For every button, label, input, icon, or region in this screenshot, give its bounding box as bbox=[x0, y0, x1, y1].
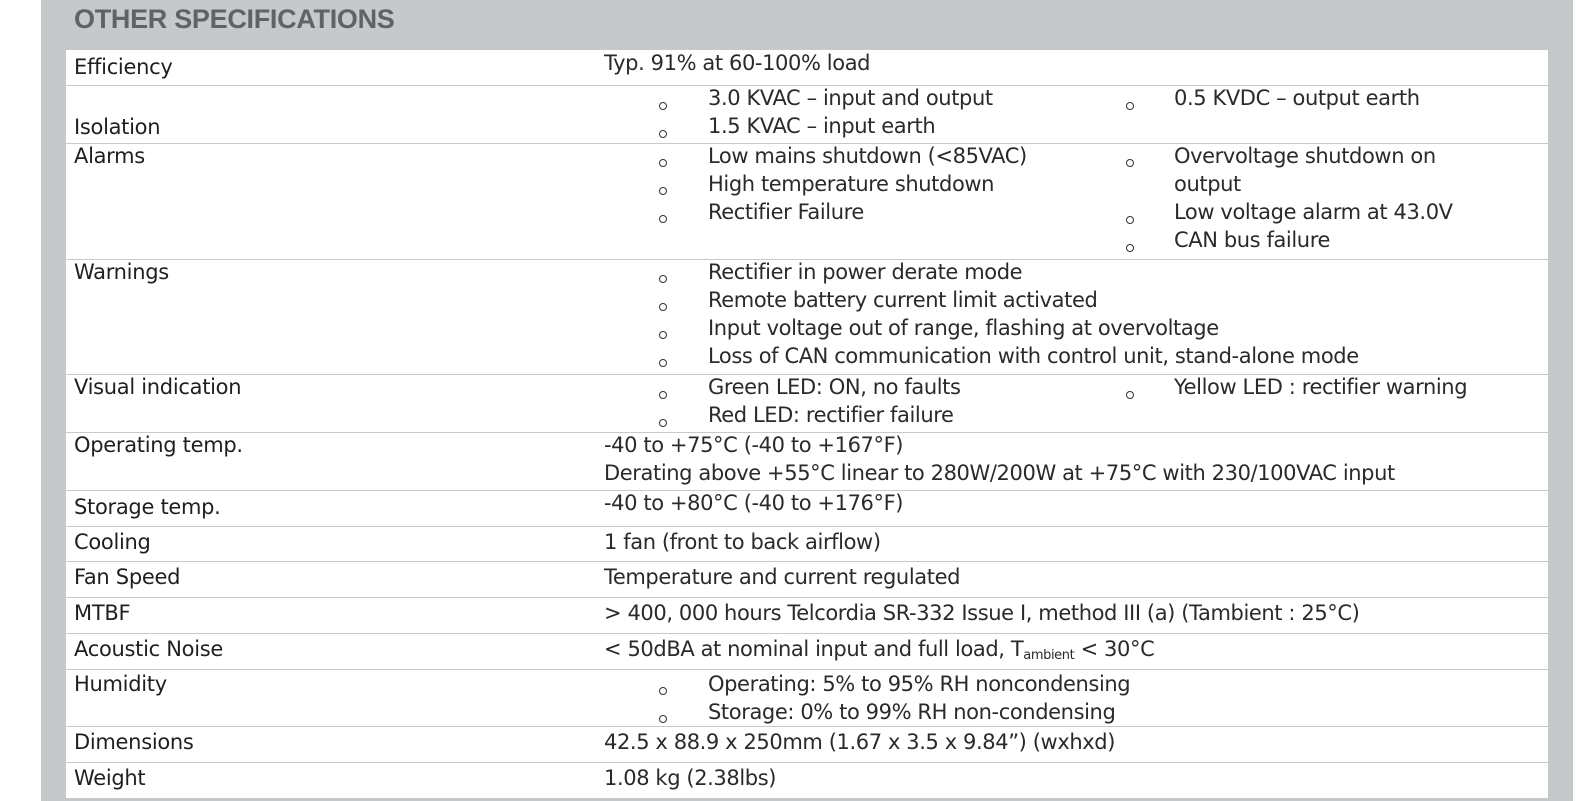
bullet-icon bbox=[659, 303, 667, 311]
list-item: 3.0 KVAC – input and output bbox=[708, 86, 993, 110]
value-line: 1 fan (front to back airflow) bbox=[604, 530, 881, 554]
spec-value bbox=[604, 86, 1548, 143]
section-title: OTHER SPECIFICATIONS bbox=[74, 4, 395, 34]
value-line: 1.08 kg (2.38lbs) bbox=[604, 766, 777, 790]
spec-row-acoustic-noise bbox=[66, 634, 1548, 670]
value-line: > 400, 000 hours Telcordia SR-332 Issue I, method III (a) (Tambient : 25°C) bbox=[604, 601, 1360, 625]
spec-value bbox=[604, 598, 1548, 633]
list-item: Yellow LED : rectifier warning bbox=[1174, 375, 1468, 399]
noise-text-end: < 30°C bbox=[1074, 637, 1155, 661]
noise-text: < 50dBA at nominal input and full load, T bbox=[604, 637, 1024, 661]
list-item: Green LED: ON, no faults bbox=[708, 375, 961, 399]
spec-label: Operating temp. bbox=[74, 433, 243, 457]
list-item: Low mains shutdown (<85VAC) bbox=[708, 144, 1027, 168]
spec-label: Weight bbox=[74, 766, 146, 790]
list-item: Loss of CAN communication with control unit, stand-alone mode bbox=[708, 344, 1359, 368]
list-item: CAN bus failure bbox=[1174, 228, 1331, 252]
value-line bbox=[604, 637, 1154, 663]
value-line: -40 to +75°C (-40 to +167°F) bbox=[604, 433, 904, 457]
bullet-icon bbox=[659, 130, 667, 138]
bullet-icon bbox=[659, 159, 667, 167]
list-item: 1.5 KVAC – input earth bbox=[708, 114, 936, 138]
value-line: 42.5 x 88.9 x 250mm (1.67 x 3.5 x 9.84”) (wxhxd) bbox=[604, 730, 1116, 754]
spec-row-mtbf bbox=[66, 598, 1548, 634]
list-item: Rectifier Failure bbox=[708, 200, 864, 224]
spec-row-operating-temp bbox=[66, 433, 1548, 491]
spec-row-warnings bbox=[66, 260, 1548, 375]
spec-value bbox=[604, 375, 1548, 432]
bullet-icon bbox=[659, 102, 667, 110]
bullet-icon bbox=[659, 359, 667, 367]
list-item: Operating: 5% to 95% RH noncondensing bbox=[708, 672, 1131, 696]
bullet-icon bbox=[1126, 102, 1134, 110]
spec-label: Dimensions bbox=[74, 730, 194, 754]
bullet-icon bbox=[1126, 244, 1134, 252]
value-line: Temperature and current regulated bbox=[604, 565, 961, 589]
spec-label: Acoustic Noise bbox=[74, 637, 223, 661]
value-line: -40 to +80°C (-40 to +176°F) bbox=[604, 491, 904, 515]
value-line: Typ. 91% at 60-100% load bbox=[604, 51, 871, 75]
spec-value bbox=[604, 727, 1548, 762]
value-line: Derating above +55°C linear to 280W/200W at +75°C with 230/100VAC input bbox=[604, 461, 1395, 485]
spec-label: Cooling bbox=[74, 530, 151, 554]
bullet-icon bbox=[1126, 159, 1134, 167]
bullet-icon bbox=[659, 715, 667, 723]
spec-value bbox=[604, 144, 1548, 259]
list-item: Input voltage out of range, flashing at overvoltage bbox=[708, 316, 1219, 340]
spec-row-storage-temp bbox=[66, 491, 1548, 527]
list-item: 0.5 KVDC – output earth bbox=[1174, 86, 1420, 110]
spec-value bbox=[604, 50, 1548, 85]
spec-label: MTBF bbox=[74, 601, 131, 625]
spec-value bbox=[604, 562, 1548, 597]
spec-value bbox=[604, 491, 1548, 526]
spec-row-efficiency bbox=[66, 50, 1548, 86]
spec-value bbox=[604, 634, 1548, 669]
noise-subscript: ambient bbox=[1023, 648, 1075, 663]
spec-row-visual-indication bbox=[66, 375, 1548, 433]
spec-label: Alarms bbox=[74, 144, 145, 168]
spec-row-cooling bbox=[66, 527, 1548, 562]
bullet-icon bbox=[1126, 216, 1134, 224]
spec-value bbox=[604, 260, 1548, 374]
bullet-icon bbox=[659, 687, 667, 695]
bullet-icon bbox=[1126, 391, 1134, 399]
bullet-icon bbox=[659, 419, 667, 427]
spec-label: Storage temp. bbox=[74, 495, 221, 519]
bullet-icon bbox=[659, 215, 667, 223]
spec-value bbox=[604, 670, 1548, 726]
spec-label: Efficiency bbox=[74, 55, 173, 79]
bullet-icon bbox=[659, 275, 667, 283]
list-item: Remote battery current limit activated bbox=[708, 288, 1098, 312]
list-item: Overvoltage shutdown on bbox=[1174, 144, 1436, 168]
specifications-table bbox=[66, 50, 1548, 799]
spec-row-weight bbox=[66, 763, 1548, 799]
bullet-icon bbox=[659, 391, 667, 399]
spec-label: Fan Speed bbox=[74, 565, 181, 589]
list-item: Low voltage alarm at 43.0V bbox=[1174, 200, 1453, 224]
spec-row-humidity bbox=[66, 670, 1548, 727]
bullet-icon bbox=[659, 187, 667, 195]
spec-label: Humidity bbox=[74, 672, 167, 696]
spec-value bbox=[604, 527, 1548, 561]
spec-row-fan-speed bbox=[66, 562, 1548, 598]
list-item-continuation: output bbox=[1174, 172, 1241, 196]
list-item: Rectifier in power derate mode bbox=[708, 260, 1023, 284]
spec-row-dimensions bbox=[66, 727, 1548, 763]
spec-label: Warnings bbox=[74, 260, 169, 284]
spec-row-alarms bbox=[66, 144, 1548, 260]
list-item: Red LED: rectifier failure bbox=[708, 403, 954, 427]
bullet-icon bbox=[659, 331, 667, 339]
list-item: High temperature shutdown bbox=[708, 172, 995, 196]
spec-label: Isolation bbox=[74, 115, 161, 139]
spec-value bbox=[604, 763, 1548, 798]
list-item: Storage: 0% to 99% RH non-condensing bbox=[708, 700, 1116, 724]
spec-label: Visual indication bbox=[74, 375, 242, 399]
spec-value bbox=[604, 433, 1548, 490]
spec-row-isolation bbox=[66, 86, 1548, 144]
